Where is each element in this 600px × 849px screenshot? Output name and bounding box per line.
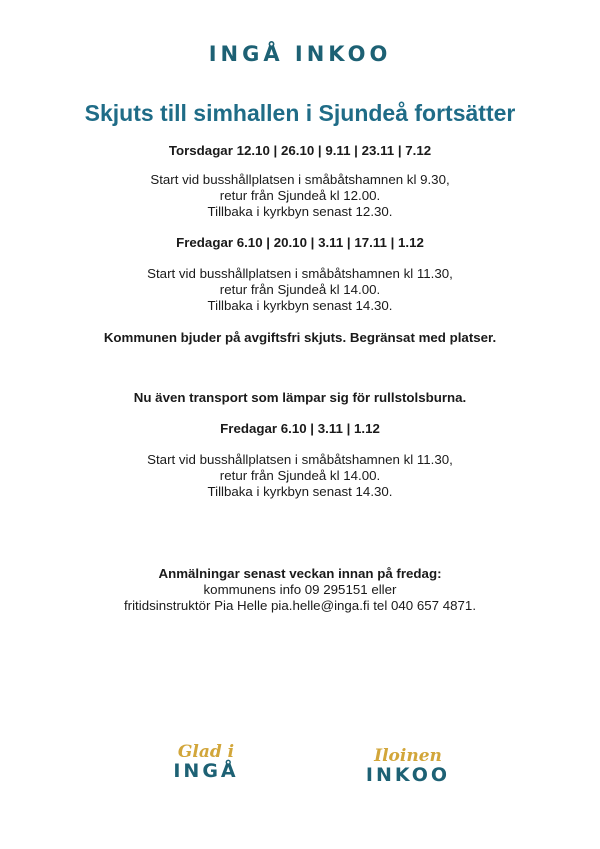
free-transport-notice: Kommunen bjuder på avgiftsfri skjuts. Begränsat med platser. (103, 330, 497, 345)
registration-contact: fritidsinstruktör Pia Helle pia.helle@inga.fi tel 040 657 4871. (123, 598, 477, 613)
inga-inkoo-logo (0, 42, 600, 66)
wheelchair-dates: Fredagar 6.10 | 3.11 | 1.12 (220, 421, 380, 436)
inga-word: INGÅ (173, 760, 239, 782)
thursday-line-back: Tillbaka i kyrkbyn senast 12.30. (207, 204, 393, 219)
registration-info (0, 566, 600, 614)
logo-text: INGÅ INKOO (208, 42, 392, 66)
iloinen-script: Iloinen (374, 746, 442, 766)
wheelchair-line-back: Tillbaka i kyrkbyn senast 14.30. (207, 484, 393, 499)
iloinen-inkoo-logo (338, 746, 478, 786)
glad-i-script: Glad i (177, 742, 235, 762)
thursday-line-start: Start vid busshållplatsen i småbåtshamnen kl 9.30, (150, 172, 450, 187)
friday-line-return: retur från Sjundeå kl 14.00. (219, 282, 381, 297)
registration-heading: Anmälningar senast veckan innan på fredag: (158, 566, 442, 581)
glad-i-inga-logo (136, 742, 276, 782)
friday-line-back: Tillbaka i kyrkbyn senast 14.30. (207, 298, 393, 313)
wheelchair-line-start: Start vid busshållplatsen i småbåtshamnen kl 11.30, (147, 452, 453, 467)
inkoo-word: INKOO (365, 764, 451, 786)
friday-line-start: Start vid busshållplatsen i småbåtshamnen kl 11.30, (147, 266, 453, 281)
wheelchair-line-return: retur från Sjundeå kl 14.00. (219, 468, 381, 483)
wheelchair-details (0, 452, 600, 500)
friday-dates: Fredagar 6.10 | 20.10 | 3.11 | 17.11 | 1.12 (176, 235, 424, 250)
thursday-dates: Torsdagar 12.10 | 26.10 | 9.11 | 23.11 | 7.12 (168, 143, 432, 158)
registration-phone: kommunens info 09 295151 eller (203, 582, 397, 597)
thursday-line-return: retur från Sjundeå kl 12.00. (219, 188, 381, 203)
friday-details (0, 266, 600, 314)
wheelchair-notice: Nu även transport som lämpar sig för rullstolsburna. (133, 390, 467, 405)
thursday-details (0, 172, 600, 220)
page-title: Skjuts till simhallen i Sjundeå fortsätter (84, 100, 516, 126)
